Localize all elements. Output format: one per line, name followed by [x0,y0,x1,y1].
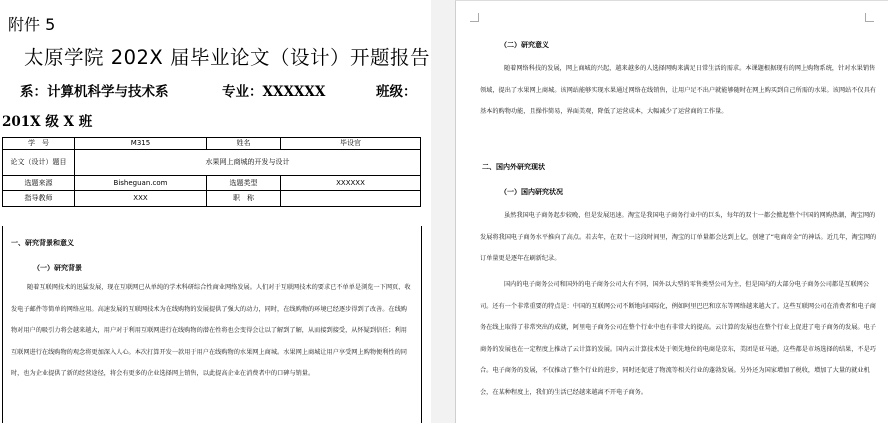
teacher-value: XXX [75,191,207,207]
section1-paragraph: 随着互联网技术的迅猛发展，现在互联网已从单纯的学术科研综合性商业网络发展。人们对于互联网技术的要求已不单单是浏览一下网页、收发电子邮件等简单的网络应用。高速发展的互联网技术为在线购物的发展提供了强大的动力，同时，在线购物的环境已经逐步得到了改善。在线购物对用户的吸引力将会越来越大，用户对于利用互联网进行在线购物的潜在性将也会变得会让以了解到了解，从而接到接受，从怀疑到信任；利用互联网进行在线购物的观念将更加深入人心。本次打算开发一款用于用户在线购物的水果网上商城。水果网上商城让用户享受网上购物便利性的同时，也为企业提供了新的经营途径，将会有更多的企业选择网上销售，以此提高企业在消费者中的口碑与销量。 [11,284,411,377]
topic-value: 水果网上商城的开发与设计 [75,150,421,176]
crop-mark [865,13,874,22]
department-label: 系：计算机科学与技术系 [20,84,169,100]
right-document-page [455,0,888,423]
table-row [3,138,421,150]
left-document-page [0,0,431,423]
section1-heading: 一、研究背景和意义 [11,239,74,247]
name-label: 姓名 [207,138,281,150]
section2-paragraph-1: 虽然我国电子商务起步较晚，但是发展迅速。淘宝是我国电子商务行业中的巨头，每年的双十一都会掀起整个中国的网购热潮，淘宝网的发展将我国电子商务水平推向了高点。若去年，在双十一这段时间里，淘宝的订单量都会达到上亿，创建了“电商奇金”的神话。近几年，淘宝网的订单量更是逐年在刷新纪录。 [480,212,877,262]
section2-subheading: （一）国内研究状况 [500,188,563,196]
major-label: 专业：XXXXXX [222,84,326,100]
type-label: 选题类型 [207,176,281,191]
section1-paragraph-2: 随着网络科技的发展，网上商城的兴起，越来越多的人选择网购来满足日常生活的需求。本课题根据现有的网上购物系统，针对水果销售领域，提出了水果网上商城。该网站能够实现水果通过网络在线销售，让用户足不出户就能够随时在网上购买到自己所需的水果。该网站不仅具有基本的购物功能，且操作简易，界面美观，降低了运营成本，大幅减少了运营商的工作量。 [480,65,876,115]
grade-line: 201X 级 X 班 [2,114,93,130]
type-value: XXXXXX [281,176,421,191]
job-title-label: 职 称 [207,191,281,207]
source-label: 选题来源 [3,176,75,191]
topic-label: 论文（设计）题目 [3,150,75,176]
student-id-value: M315 [75,138,207,150]
class-label: 班级： [376,84,417,100]
source-value: Bisheguan.com [75,176,207,191]
section1-subheading: （一）研究背景 [33,264,82,272]
crop-mark [470,13,479,22]
table-row [3,176,421,191]
section2-heading: 二、国内外研究现状 [482,163,545,171]
info-table [2,137,421,207]
table-row [3,191,421,207]
name-value: 毕设官 [281,138,421,150]
annex-label: 附件 5 [8,15,56,34]
job-title-value [281,191,421,207]
section1-subheading-2: （二）研究意义 [500,41,549,49]
teacher-label: 指导教师 [3,191,75,207]
report-title: 太原学院 202X 届毕业论文（设计）开题报告 [24,46,430,69]
student-id-label: 学 号 [3,138,75,150]
section-frame [2,226,422,423]
section2-paragraph-2: 国内的电子商务公司和国外的电子商务公司大有不同，国外以大型的零售类型公司为主，但是国内的大部分电子商务公司都是互联网公司。还有一个非常重要的特点是：中国的互联网公司不断地向国际化，例如阿里巴巴和京东等网络越来越大了。这些互联网公司在消费者和电子商务在线上取得了非常突出的成就，阿里电子商务公司在整个行业中也有非常大的提高。云计算的发展也在整个行业上促进了电子商务的发展。电子商务的发展也在一定程度上推动了云计算的发展。国内云计算技术处于领先地位的电商是京东，美团是亚马逊，这些都是市场选择的结果，不是巧合。电子商务的发展，不仅推动了整个行业的进步，同时还促进了物流等相关行业的蓬勃发展。另外还为国家增加了税收，增加了大量的就业机会，在某种程度上，我们的生活已经越来越离不开电子商务。 [480,281,876,396]
table-row [3,150,421,176]
